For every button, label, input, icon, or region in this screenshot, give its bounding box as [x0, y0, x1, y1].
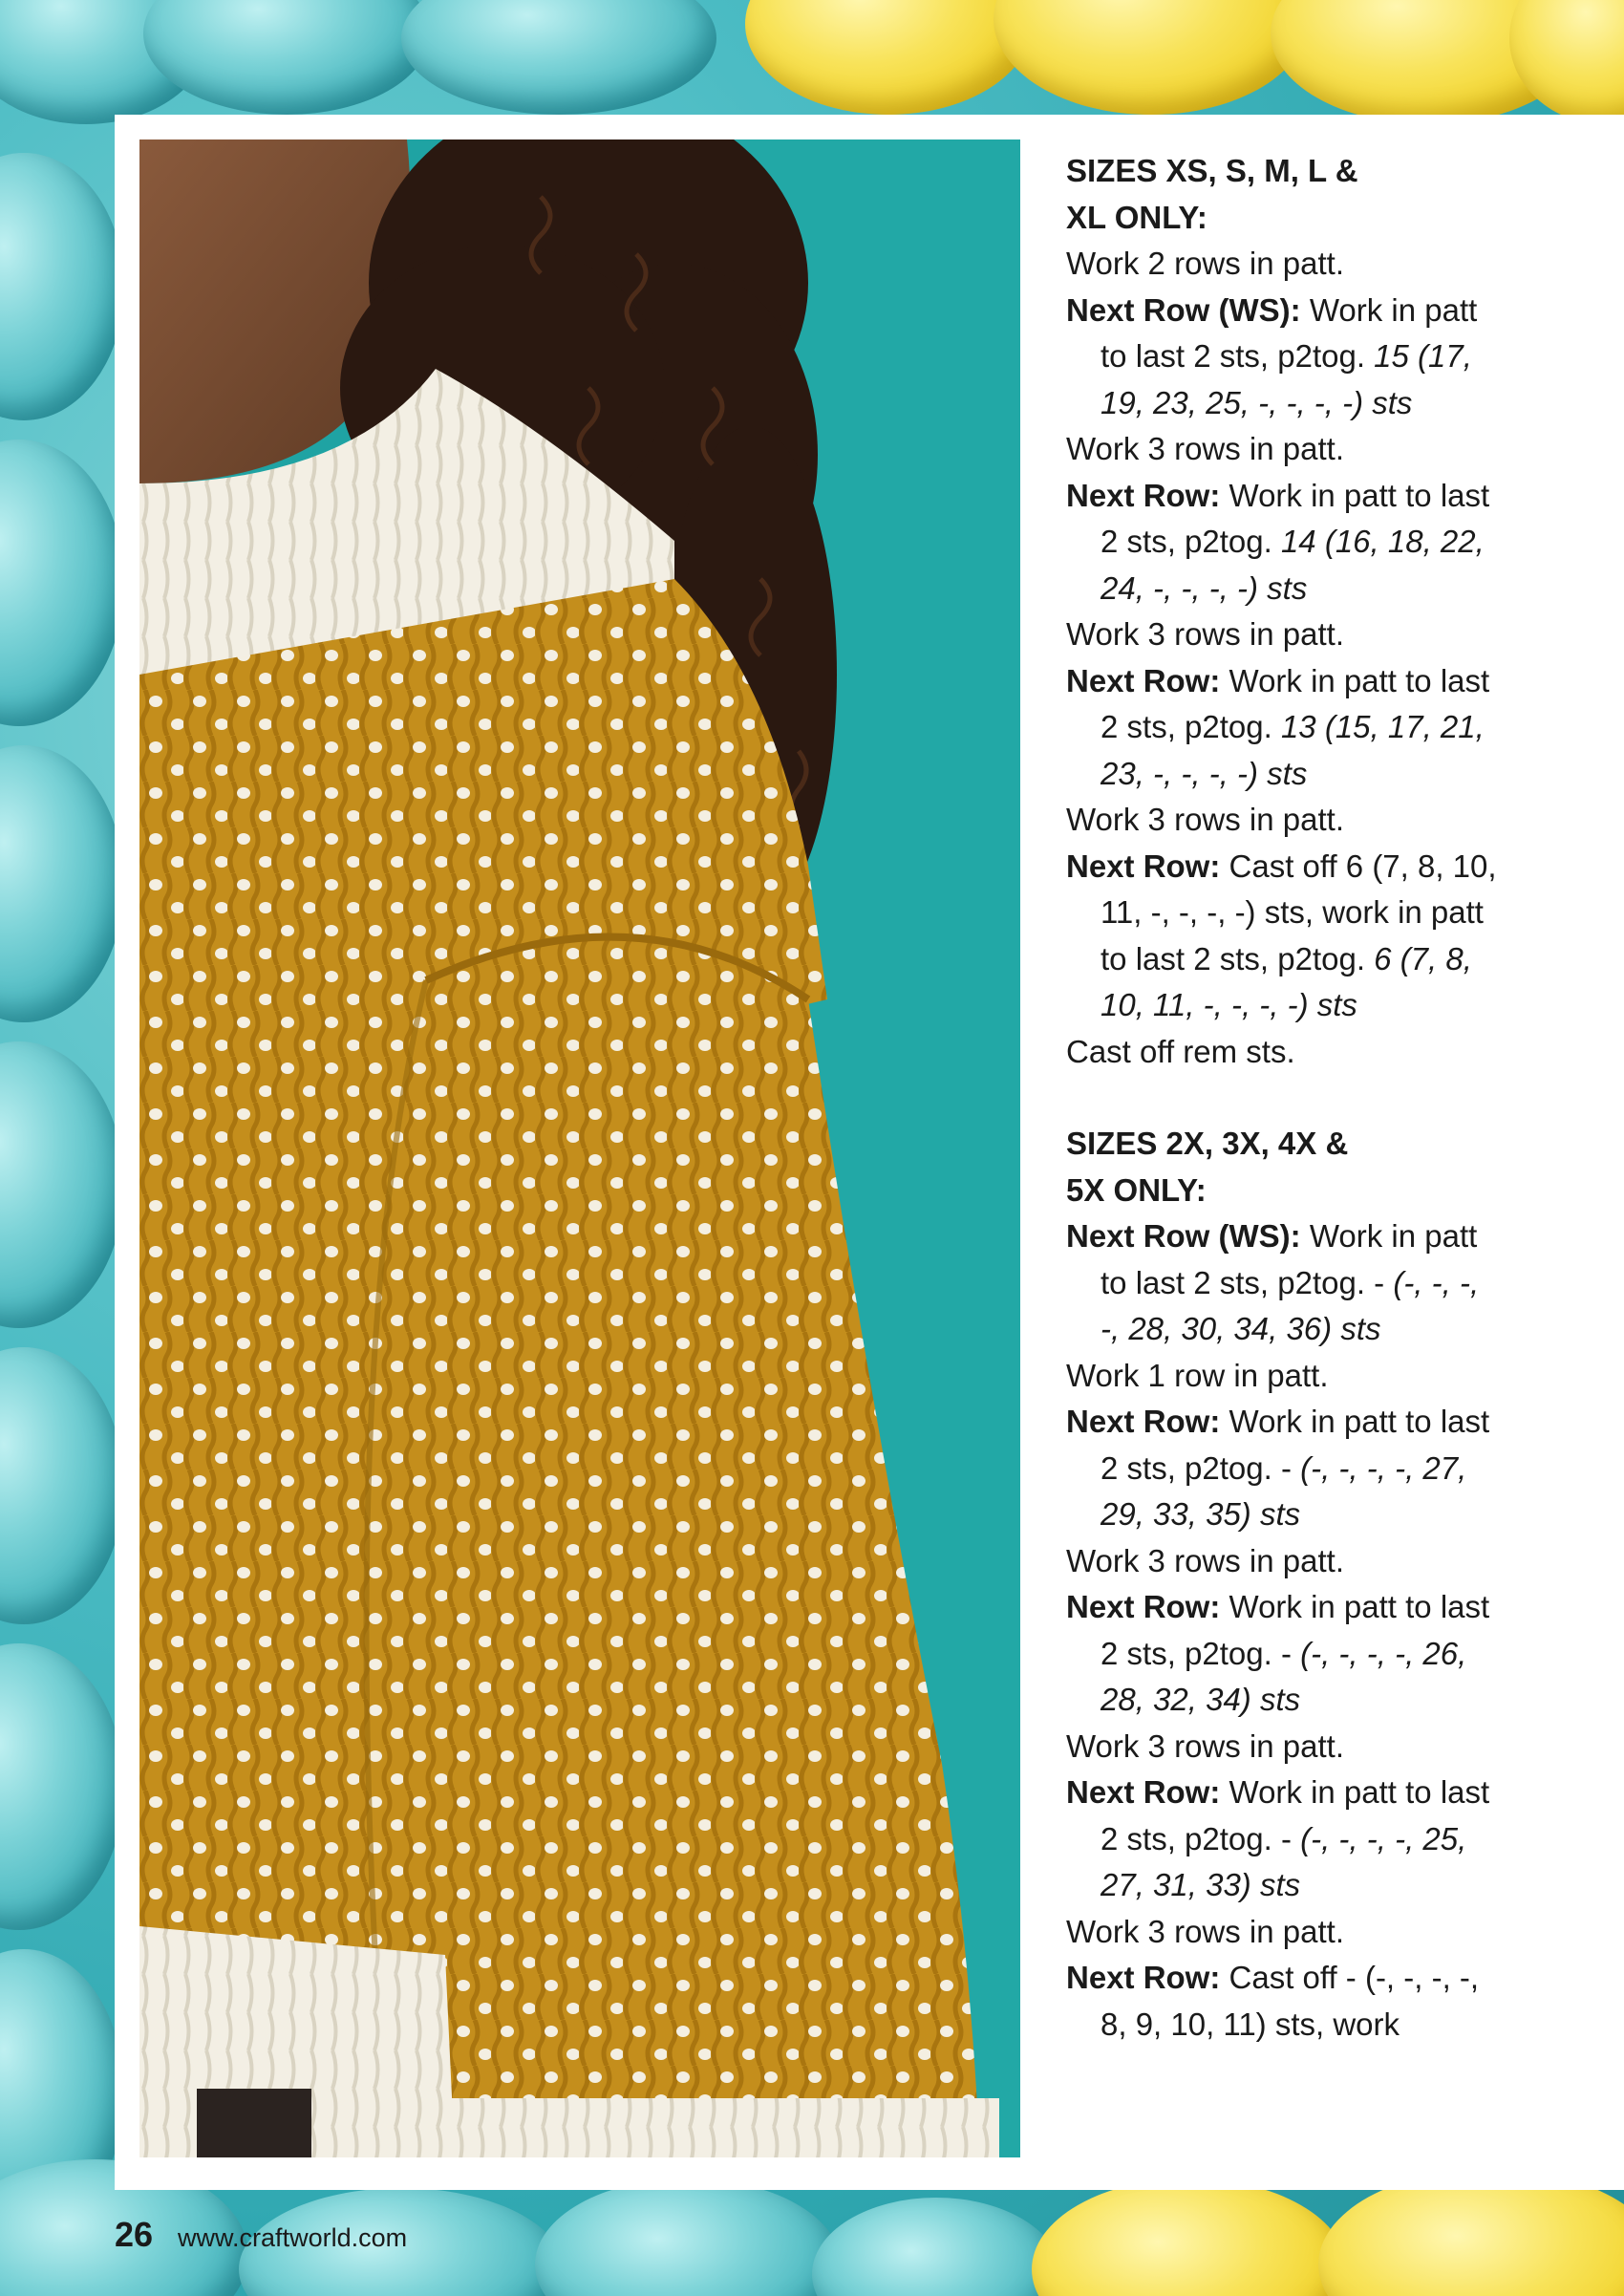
- instruction-step: Next Row (WS): Work in patt to last 2 sts, p2tog. 15 (17, 19, 23, 25, -, -, -, -) sts: [1066, 291, 1478, 420]
- section-heading-xs-xl: SIZES XS, S, M, L & XL ONLY:: [1066, 153, 1358, 235]
- instruction-step: Next Row: Work in patt to last 2 sts, p2tog. 14 (16, 18, 22, 24, -, -, -, -) sts: [1066, 477, 1490, 606]
- instruction-line: Work 3 rows in patt.: [1066, 1542, 1344, 1578]
- instructions-column: [1066, 148, 1506, 2048]
- instruction-line: Work 3 rows in patt.: [1066, 802, 1344, 837]
- instruction-line: Work 3 rows in patt.: [1066, 431, 1344, 466]
- instruction-step: Next Row (WS): Work in patt to last 2 sts, p2tog. - (-, -, -, -, 28, 30, 34, 36) sts: [1066, 1218, 1480, 1346]
- instruction-step: Next Row: Work in patt to last 2 sts, p2tog. - (-, -, -, -, 27, 29, 33, 35) sts: [1066, 1404, 1490, 1532]
- instruction-line: Work 2 rows in patt.: [1066, 246, 1344, 281]
- instruction-line: Cast off rem sts.: [1066, 1033, 1295, 1069]
- instruction-step: Next Row: Cast off - (-, -, -, -, 8, 9, 10, 11) sts, work: [1066, 1960, 1480, 2042]
- sweater-photo: [139, 139, 1020, 2157]
- instruction-line: Work 3 rows in patt.: [1066, 1913, 1344, 1949]
- instruction-step: Next Row: Work in patt to last 2 sts, p2tog. 13 (15, 17, 21, 23, -, -, -, -) sts: [1066, 662, 1490, 791]
- page-number: 26: [115, 2215, 154, 2254]
- section-heading-2x-5x: SIZES 2X, 3X, 4X & 5X ONLY:: [1066, 1126, 1349, 1208]
- section-spacer: [1066, 1075, 1506, 1121]
- instruction-line: Work 1 row in patt.: [1066, 1357, 1329, 1393]
- instruction-step: Next Row: Work in patt to last 2 sts, p2tog. - (-, -, -, -, 25, 27, 31, 33) sts: [1066, 1774, 1490, 1902]
- page-footer: [115, 2215, 407, 2253]
- instruction-step: Next Row: Cast off 6 (7, 8, 10, 11, -, -, -, -) sts, work in patt to last 2 sts, p2tog. 6 (7, 8, 10, 11, -, -, -, -) sts: [1066, 848, 1497, 1022]
- instruction-line: Work 3 rows in patt.: [1066, 1727, 1344, 1764]
- instruction-step: Next Row: Work in patt to last 2 sts, p2tog. - (-, -, -, -, 26, 28, 32, 34) sts: [1066, 1589, 1490, 1717]
- website-link[interactable]: www.craftworld.com: [178, 2223, 408, 2252]
- instruction-line: Work 3 rows in patt.: [1066, 616, 1344, 652]
